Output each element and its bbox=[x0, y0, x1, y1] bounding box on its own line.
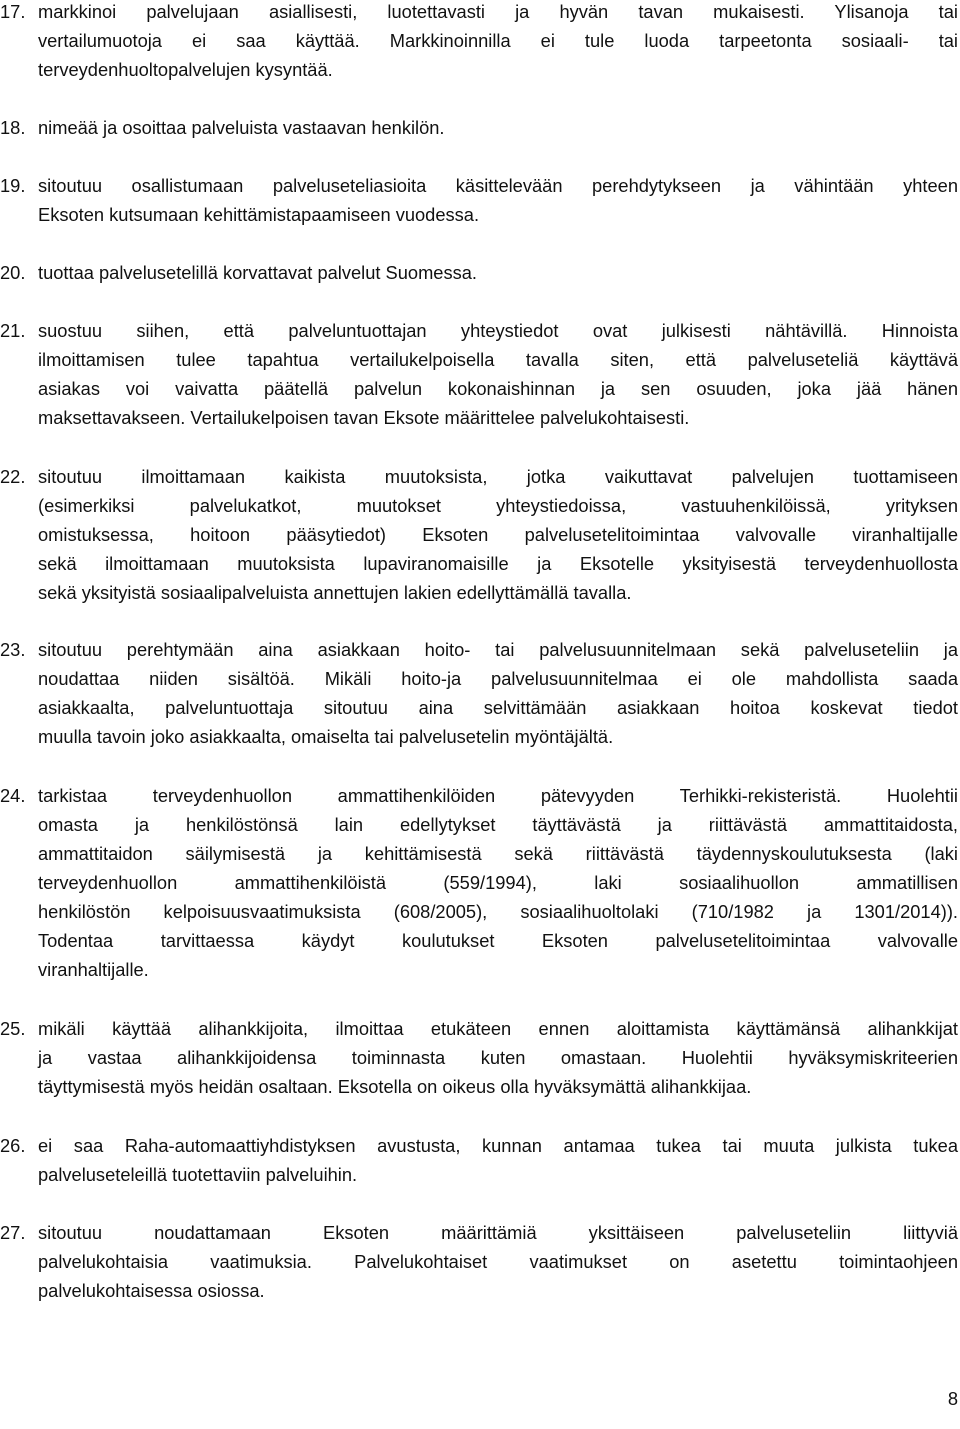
list-item-text-line: ammattitaidon säilymisestä ja kehittämisestä sekä riittävästä täydennyskoulutuksesta (laki bbox=[38, 843, 958, 864]
list-item-number: 21. bbox=[0, 320, 26, 341]
list-item-22 bbox=[0, 462, 958, 607]
list-item-number: 27. bbox=[0, 1222, 26, 1243]
list-item-text-line: sitoutuu noudattamaan Eksoten määrittämiä yksittäiseen palveluseteliin liittyviä bbox=[38, 1222, 958, 1243]
list-item-text-line: henkilöstön kelpoisuusvaatimuksista (608/2005), sosiaalihuoltolaki (710/1982 ja 1301/2014)). bbox=[38, 901, 958, 922]
list-item-text-line: ilmoittamisen tulee tapahtua vertailukelpoisella tavalla siten, että palveluseteliä käyttävä bbox=[38, 349, 958, 370]
list-item-text-line: viranhaltijalle. bbox=[38, 959, 149, 980]
list-item-17 bbox=[0, 0, 958, 84]
list-item-text-line: mikäli käyttää alihankkijoita, ilmoittaa etukäteen ennen aloittamista käyttämänsä alihankkijat bbox=[38, 1018, 958, 1039]
list-item-text-line: palveluseteleillä tuotettaviin palveluihin. bbox=[38, 1164, 358, 1185]
list-item-number: 24. bbox=[0, 785, 26, 806]
list-item-text-line: sekä ilmoittamaan muutoksista lupaviranomaisille ja Eksotelle yksityisestä terveydenhuollosta bbox=[38, 553, 958, 574]
list-item-18 bbox=[0, 113, 958, 142]
list-item-number: 19. bbox=[0, 175, 26, 196]
list-item-text-line: terveydenhuoltopalvelujen kysyntää. bbox=[38, 59, 333, 80]
list-item-25 bbox=[0, 1014, 958, 1101]
list-item-text-line: ja vastaa alihankkijoidensa toiminnasta kuten omastaan. Huolehtii hyväksymiskriteerien bbox=[38, 1047, 958, 1068]
list-item-20 bbox=[0, 258, 958, 287]
list-item-number: 20. bbox=[0, 262, 26, 283]
list-item-text-line: omasta ja henkilöstönsä lain edellytykset täyttävästä ja riittävästä ammattitaidosta, bbox=[38, 814, 958, 835]
list-item-text-line: sitoutuu ilmoittamaan kaikista muutoksista, jotka vaikuttavat palvelujen tuottamiseen bbox=[38, 466, 958, 487]
list-item-text-line: palvelukohtaisessa osiossa. bbox=[38, 1280, 265, 1301]
list-item-number: 17. bbox=[0, 1, 26, 22]
list-item-number: 26. bbox=[0, 1135, 26, 1156]
list-item-text-line: vertailumuotoja ei saa käyttää. Markkinoinnilla ei tule luoda tarpeetonta sosiaali- tai bbox=[38, 30, 958, 51]
list-item-27 bbox=[0, 1218, 958, 1305]
list-item-text-line: omistuksessa, hoitoon pääsytiedot) Eksoten palvelusetelitoimintaa valvovalle viranhaltijalle bbox=[38, 524, 958, 545]
list-item-text-line: täyttymisestä myös heidän osaltaan. Eksotella on oikeus olla hyväksymättä alihankkijaa. bbox=[38, 1076, 752, 1097]
list-item-number: 23. bbox=[0, 639, 26, 660]
list-item-text-line: terveydenhuollon ammattihenkilöistä (559/1994), laki sosiaalihuollon ammatillisen bbox=[38, 872, 958, 893]
list-item-text-line: ei saa Raha-automaattiyhdistyksen avustusta, kunnan antamaa tukea tai muuta julkista tukea bbox=[38, 1135, 958, 1156]
list-item-text-line: sekä yksityistä sosiaalipalveluista annettujen lakien edellyttämällä tavalla. bbox=[38, 582, 632, 603]
list-item-text-line: markkinoi palvelujaan asiallisesti, luotettavasti ja hyvän tavan mukaisesti. Ylisanoja tai bbox=[38, 1, 958, 22]
list-item-text-line: asiakas voi vaivatta päätellä palvelun kokonaishinnan ja sen osuuden, joka jää hänen bbox=[38, 378, 958, 399]
list-item-text-line: palvelukohtaisia vaatimuksia. Palvelukohtaiset vaatimukset on asetettu toimintaohjeen bbox=[38, 1251, 958, 1272]
list-item-number: 22. bbox=[0, 466, 26, 487]
list-item-text-line: Eksoten kutsumaan kehittämistapaamiseen vuodessa. bbox=[38, 204, 480, 225]
list-item-text-line: sitoutuu osallistumaan palveluseteliasioita käsittelevään perehdytykseen ja vähintään yhteen bbox=[38, 175, 958, 196]
list-item-text-line: tarkistaa terveydenhuollon ammattihenkilöiden pätevyyden Terhikki-rekisteristä. Huolehtii bbox=[38, 785, 958, 806]
list-item-text-line: suostuu siihen, että palveluntuottajan yhteystiedot ovat julkisesti nähtävillä. Hinnoista bbox=[38, 320, 958, 341]
list-item-number: 18. bbox=[0, 117, 26, 138]
list-item-text-line: noudattaa niiden sisältöä. Mikäli hoito-ja palvelusuunnitelmaa ei ole mahdollista saada bbox=[38, 668, 958, 689]
list-item-24 bbox=[0, 781, 958, 984]
list-item-text-line: tuottaa palvelusetelillä korvattavat palvelut Suomessa. bbox=[38, 262, 477, 283]
page-number: 8 bbox=[947, 1388, 958, 1409]
list-item-text-line: muulla tavoin joko asiakkaalta, omaiselta tai palvelusetelin myöntäjältä. bbox=[38, 726, 614, 747]
list-item-text-line: (esimerkiksi palvelukatkot, muutokset yhteystiedoissa, vastuuhenkilöissä, yrityksen bbox=[38, 495, 958, 516]
list-item-text-line: asiakkaalta, palveluntuottaja sitoutuu aina selvittämään asiakkaan hoitoa koskevat tiedot bbox=[38, 697, 958, 718]
list-item-text-line: Todentaa tarvittaessa käydyt koulutukset Eksoten palvelusetelitoimintaa valvovalle bbox=[38, 930, 958, 951]
list-item-19 bbox=[0, 171, 958, 229]
list-item-text-line: nimeää ja osoittaa palveluista vastaavan henkilön. bbox=[38, 117, 445, 138]
list-item-21 bbox=[0, 316, 958, 432]
list-item-text-line: sitoutuu perehtymään aina asiakkaan hoito- tai palvelusuunnitelmaan sekä palveluseteliin ja bbox=[38, 639, 958, 660]
list-item-26 bbox=[0, 1131, 958, 1189]
list-item-23 bbox=[0, 635, 958, 751]
list-item-number: 25. bbox=[0, 1018, 26, 1039]
list-item-text-line: maksettavakseen. Vertailukelpoisen tavan Eksote määrittelee palvelukohtaisesti. bbox=[38, 407, 690, 428]
